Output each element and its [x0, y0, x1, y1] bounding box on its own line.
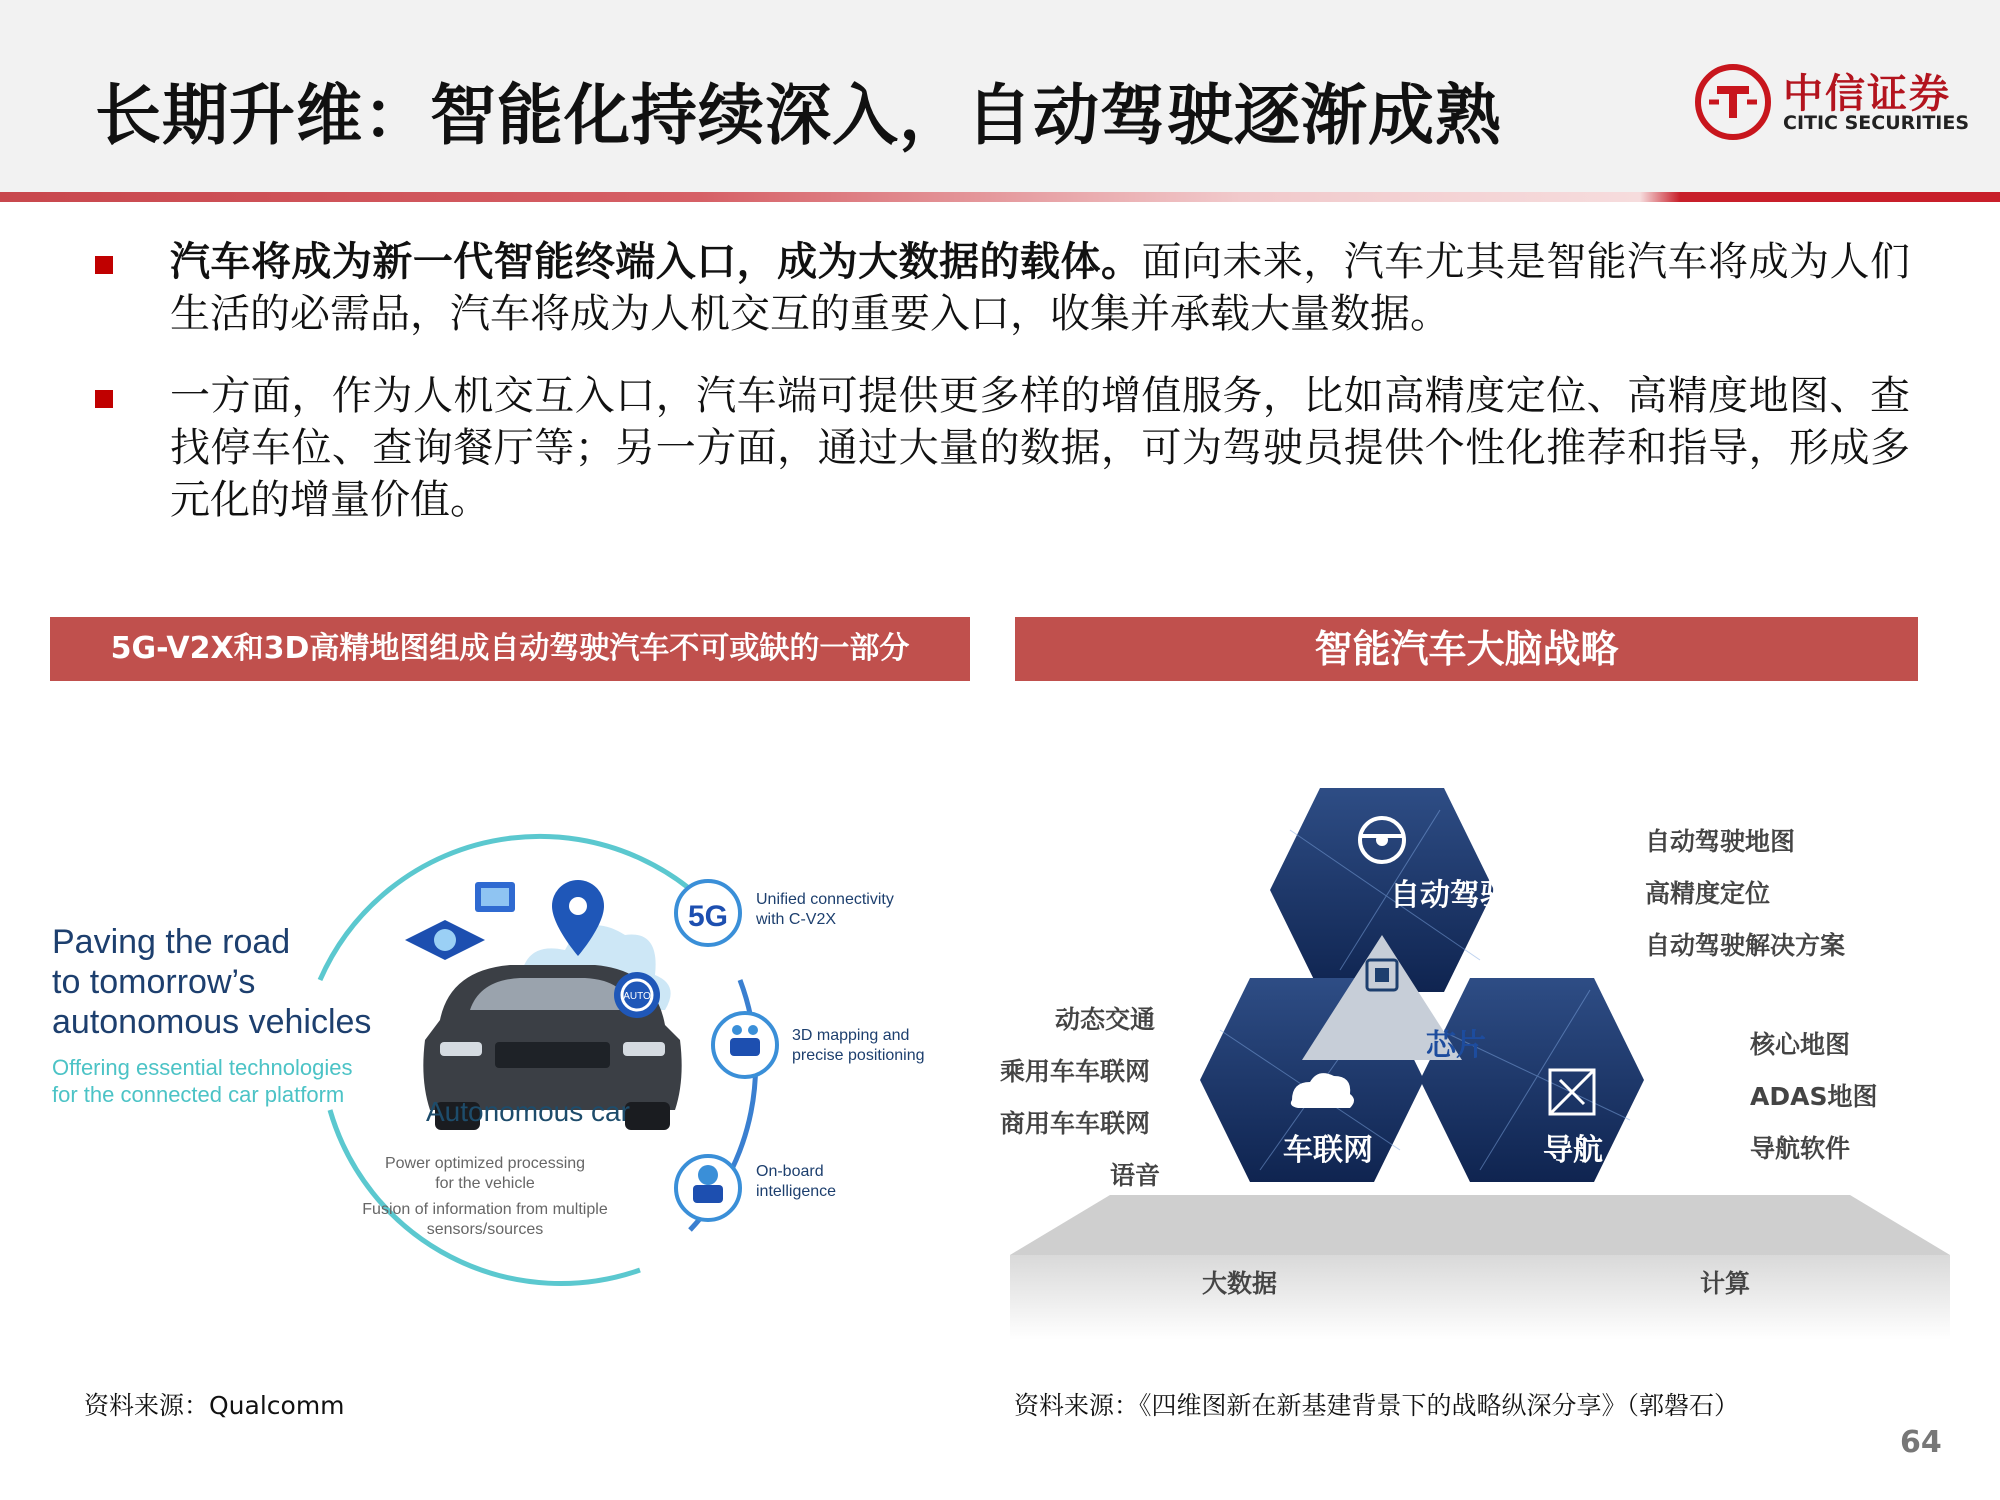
- figure-subtitle: [52, 1054, 352, 1108]
- top-label-3: 自动驾驶解决方案: [1645, 931, 1846, 960]
- figure-title-line-2: to tomorrow’s: [52, 963, 256, 1001]
- power-line-2: for the vehicle: [435, 1175, 535, 1192]
- left-label-3: 商用车车联网: [1000, 1109, 1151, 1138]
- feature-3d-mapping: [792, 1026, 925, 1066]
- bullet-paragraph-1: [170, 236, 1910, 340]
- right-label-3: 导航软件: [1750, 1134, 1851, 1163]
- auto-badge-text: AUTO: [623, 991, 651, 1002]
- logo-text-cn: 中信证券: [1783, 71, 1951, 117]
- left-label-4: 语音: [1110, 1161, 1161, 1190]
- right-label-2: ADAS地图: [1750, 1082, 1878, 1111]
- top-label-1: 自动驾驶地图: [1645, 827, 1796, 856]
- feature-connectivity-line-2: with C-V2X: [756, 911, 837, 928]
- feature-intelligence-line-2: intelligence: [756, 1183, 837, 1200]
- figure-title-line-3: autonomous vehicles: [52, 1003, 372, 1041]
- 5g-icon-text: 5G: [687, 900, 729, 933]
- left-panel-banner: 5G-V2X和3D高精地图组成自动驾驶汽车不可或缺的一部分: [50, 617, 970, 681]
- smart-car-brain-figure: [1000, 770, 1960, 1350]
- citic-logo: [1695, 62, 1970, 142]
- bullet-2-text: 一方面，作为人机交互入口，汽车端可提供更多样的增值服务，比如高精度定位、高精度地图、查找停车位、查询餐厅等；另一方面，通过大量的数据，可为驾驶员提供个性化推荐和指导，形成多元化的增量价值。: [170, 373, 1910, 523]
- hex-label-chip: 芯片: [1426, 1028, 1486, 1063]
- left-label-1: 动态交通: [1055, 1005, 1156, 1034]
- power-line-1: Power optimized processing: [384, 1155, 586, 1172]
- citic-logo-icon: [1695, 64, 1771, 140]
- right-label-1: 核心地图: [1750, 1030, 1851, 1059]
- feature-onboard-intelligence: [756, 1162, 836, 1202]
- hex-label-telematics: 车联网: [1283, 1133, 1373, 1168]
- autonomous-car-label: Autonomous car: [426, 1096, 630, 1127]
- left-source: 资料来源：Qualcomm: [84, 1391, 345, 1420]
- qualcomm-figure: [40, 780, 960, 1320]
- page-title: 长期升维：智能化持续深入，自动驾驶逐渐成熟: [95, 77, 1502, 154]
- power-processing-text: [360, 1154, 610, 1194]
- page-number: 64: [1900, 1425, 1942, 1460]
- bullet-marker-1: [95, 256, 113, 274]
- figure-title-line-1: Paving the road: [52, 923, 291, 961]
- header-divider: [0, 192, 2000, 202]
- bullet-1-text: 面向未来，汽车尤其是智能汽车将成为人们生活的必需品，汽车将成为人机交互的重要入口，收集并承载大量数据。: [170, 239, 1911, 337]
- sensor-fusion-text: [340, 1200, 630, 1240]
- hex-label-autonomous-driving: 自动驾驶: [1390, 878, 1510, 913]
- figure-subtitle-line-2: for the connected car platform: [52, 1082, 345, 1107]
- figure-title: [52, 922, 371, 1042]
- bullet-marker-2: [95, 390, 113, 408]
- right-source: 资料来源：《四维图新在新基建背景下的战略纵深分享》（郭磐石）: [1014, 1391, 1740, 1420]
- feature-mapping-line-2: precise positioning: [792, 1047, 925, 1064]
- bullet-1-bold: 汽车将成为新一代智能终端入口，成为大数据的载体。: [170, 239, 1142, 285]
- fusion-line-1: Fusion of information from multiple: [362, 1201, 608, 1218]
- base-label-computing: 计算: [1700, 1269, 1751, 1298]
- hexagon-navigation: [1420, 978, 1644, 1182]
- feature-intelligence-line-1: On-board: [756, 1163, 824, 1180]
- feature-connectivity: [756, 890, 894, 930]
- fusion-line-2: sensors/sources: [426, 1221, 544, 1238]
- top-label-2: 高精度定位: [1645, 879, 1771, 908]
- logo-text-en: CITIC SECURITIES: [1783, 112, 1970, 134]
- feature-mapping-line-1: 3D mapping and: [792, 1027, 910, 1044]
- base-label-big-data: 大数据: [1202, 1269, 1278, 1298]
- left-label-2: 乘用车车联网: [1000, 1057, 1151, 1086]
- figure-subtitle-line-1: Offering essential technologies: [52, 1055, 353, 1080]
- feature-connectivity-line-1: Unified connectivity: [756, 891, 894, 908]
- hex-label-navigation: 导航: [1543, 1133, 1603, 1168]
- right-panel-banner: 智能汽车大脑战略: [1015, 617, 1918, 681]
- bullet-paragraph-2: [170, 370, 1910, 526]
